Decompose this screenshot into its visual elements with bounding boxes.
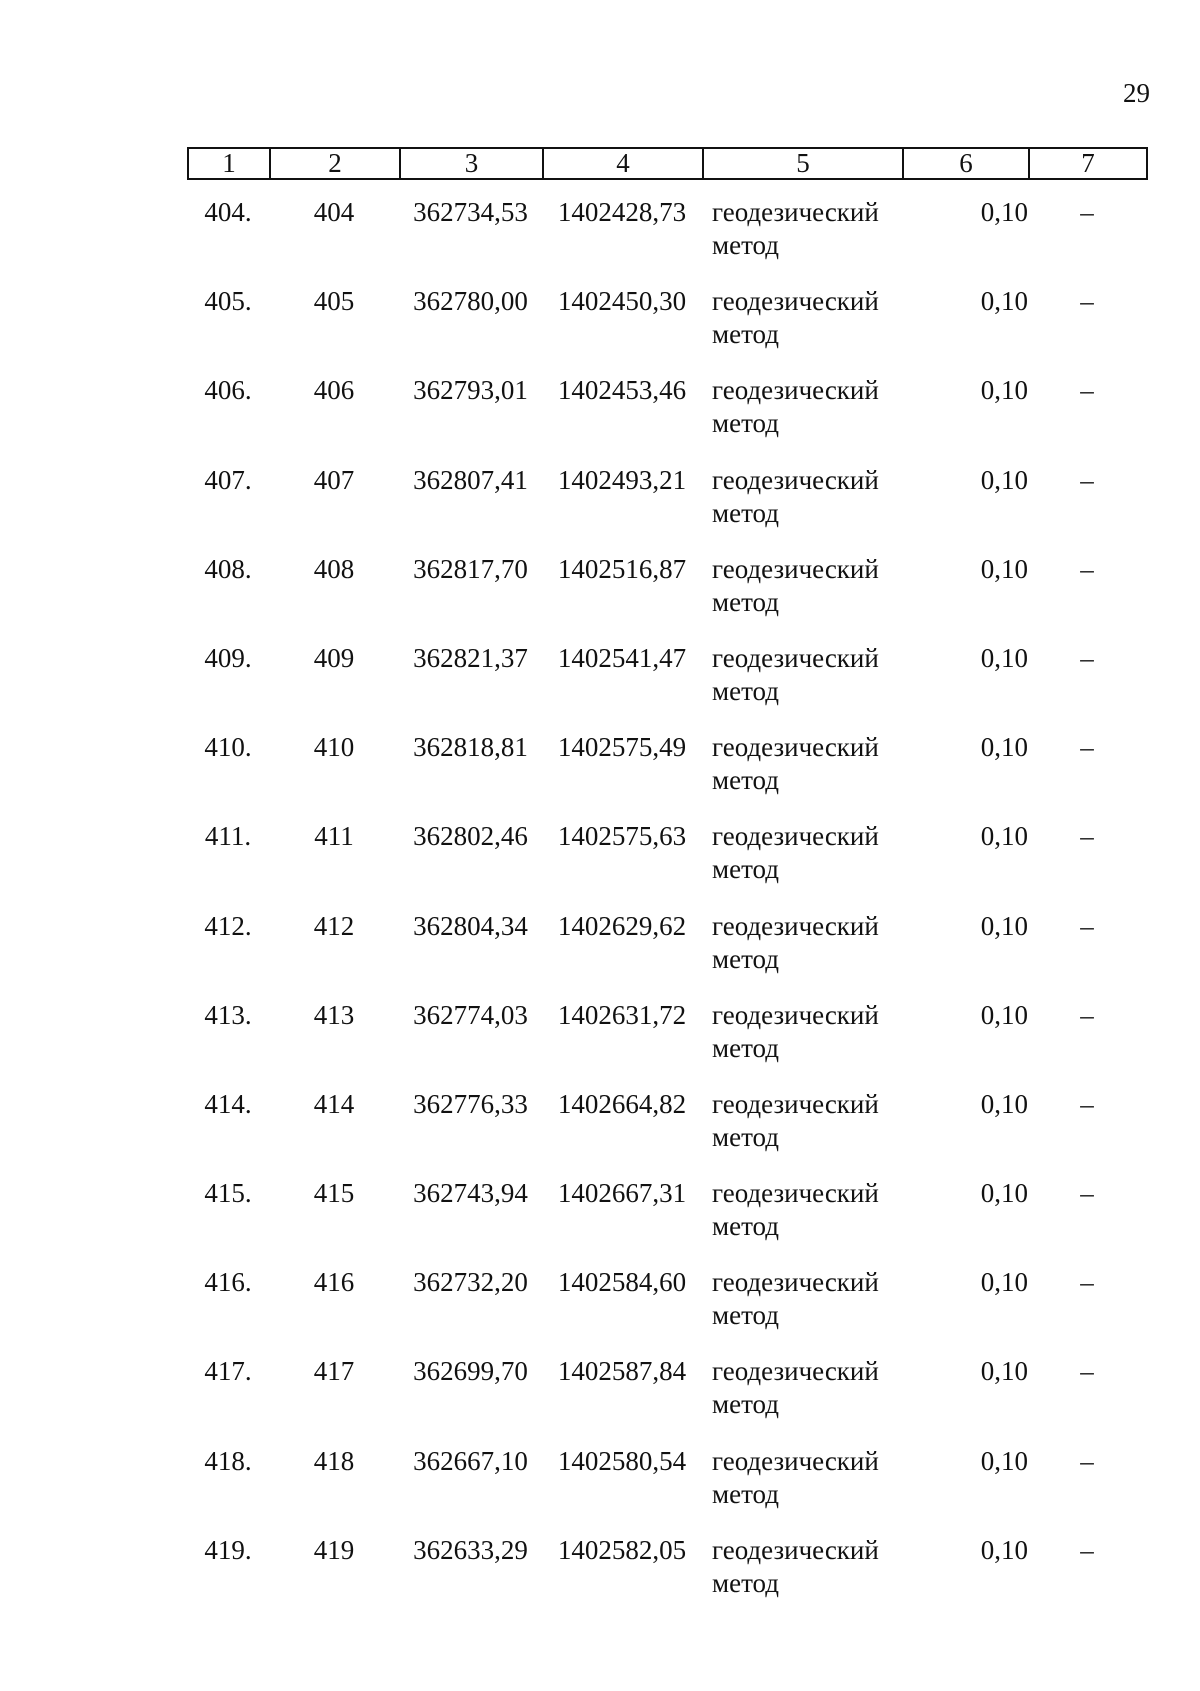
point-number: 413: [313, 999, 355, 1030]
coordinate-y: 1402450,30: [557, 286, 687, 317]
coordinate-x: 362732,20: [413, 1267, 528, 1298]
page-number: 29: [1123, 78, 1150, 108]
table-row: [187, 285, 1146, 374]
note-value: –: [1080, 910, 1094, 941]
method-cell: [712, 374, 912, 440]
row-number: 419.: [204, 1534, 252, 1565]
row-number: 404.: [204, 197, 252, 227]
method-line: метод: [712, 1478, 779, 1509]
method-line: метод: [712, 1211, 779, 1242]
accuracy-value: 0,10: [980, 1356, 1028, 1387]
accuracy-value: 0,10: [980, 553, 1028, 584]
column-header: 3: [400, 148, 543, 179]
accuracy-value: 0,10: [980, 1534, 1028, 1565]
method-cell: [712, 1177, 912, 1243]
row-number: 417.: [204, 1356, 252, 1387]
method-line: метод: [712, 1567, 779, 1598]
note-value: –: [1080, 375, 1094, 406]
coordinate-x: 362734,53: [413, 197, 528, 227]
coordinate-y: 1402587,84: [557, 1356, 687, 1387]
method-line: метод: [712, 1300, 779, 1331]
method-line: геодезический: [712, 1534, 879, 1565]
coordinate-x: 362818,81: [413, 732, 528, 763]
coordinate-y: 1402428,73: [557, 197, 687, 227]
column-header: 4: [543, 148, 703, 179]
method-cell: [712, 196, 912, 262]
method-line: метод: [712, 1121, 779, 1152]
coordinate-y: 1402516,87: [557, 553, 687, 584]
header-row: [188, 148, 1147, 179]
method-cell: [712, 464, 912, 530]
point-number: 414: [313, 1088, 355, 1119]
point-number: 408: [313, 553, 355, 584]
method-line: геодезический: [712, 821, 879, 852]
table-row: [187, 1445, 1146, 1534]
method-line: метод: [712, 408, 779, 439]
note-value: –: [1080, 1178, 1094, 1209]
accuracy-value: 0,10: [980, 464, 1028, 495]
note-value: –: [1080, 464, 1094, 495]
method-line: геодезический: [712, 1088, 879, 1119]
method-line: геодезический: [712, 553, 879, 584]
point-number: 417: [313, 1356, 355, 1387]
method-line: метод: [712, 319, 779, 350]
method-cell: [712, 999, 912, 1065]
column-number-header: [187, 147, 1148, 180]
row-number: 413.: [204, 999, 252, 1030]
method-cell: [712, 1088, 912, 1154]
accuracy-value: 0,10: [980, 197, 1028, 227]
note-value: –: [1080, 1534, 1094, 1565]
method-line: геодезический: [712, 1445, 879, 1476]
point-number: 419: [313, 1534, 355, 1565]
method-line: геодезический: [712, 732, 879, 763]
method-line: метод: [712, 1389, 779, 1420]
note-value: –: [1080, 1356, 1094, 1387]
row-number: 414.: [204, 1088, 252, 1119]
coordinate-y: 1402629,62: [557, 910, 687, 941]
row-number: 409.: [204, 642, 252, 673]
coordinate-y: 1402575,63: [557, 821, 687, 852]
table-row: [187, 1266, 1146, 1355]
coordinate-x: 362807,41: [413, 464, 528, 495]
table-row: [187, 820, 1146, 909]
method-line: геодезический: [712, 1356, 879, 1387]
table-row: [187, 1088, 1146, 1177]
table-row: [187, 464, 1146, 553]
method-line: геодезический: [712, 999, 879, 1030]
method-line: геодезический: [712, 286, 879, 317]
note-value: –: [1080, 642, 1094, 673]
method-line: метод: [712, 854, 779, 885]
note-value: –: [1080, 999, 1094, 1030]
point-number: 416: [313, 1267, 355, 1298]
coordinate-x: 362780,00: [413, 286, 528, 317]
method-cell: [712, 910, 912, 976]
coordinate-y: 1402580,54: [557, 1445, 687, 1476]
accuracy-value: 0,10: [980, 1088, 1028, 1119]
method-cell: [712, 1534, 912, 1600]
method-line: геодезический: [712, 464, 879, 495]
coordinate-x: 362817,70: [413, 553, 528, 584]
note-value: –: [1080, 821, 1094, 852]
point-number: 410: [313, 732, 355, 763]
method-cell: [712, 1355, 912, 1421]
method-line: метод: [712, 675, 779, 706]
table-row: [187, 1177, 1146, 1266]
table-row: [187, 553, 1146, 642]
row-number: 412.: [204, 910, 252, 941]
coordinate-y: 1402575,49: [557, 732, 687, 763]
row-number: 418.: [204, 1445, 252, 1476]
coordinate-x: 362802,46: [413, 821, 528, 852]
row-number: 408.: [204, 553, 252, 584]
row-number: 406.: [204, 375, 252, 406]
table-row: [187, 1534, 1146, 1623]
accuracy-value: 0,10: [980, 821, 1028, 852]
coordinate-x: 362667,10: [413, 1445, 528, 1476]
coordinate-y: 1402493,21: [557, 464, 687, 495]
row-number: 407.: [204, 464, 252, 495]
table-row: [187, 1355, 1146, 1444]
note-value: –: [1080, 286, 1094, 317]
point-number: 411: [314, 821, 354, 852]
coordinate-x: 362743,94: [413, 1178, 528, 1209]
accuracy-value: 0,10: [980, 375, 1028, 406]
column-header: 5: [703, 148, 903, 179]
column-header: 7: [1029, 148, 1147, 179]
accuracy-value: 0,10: [980, 732, 1028, 763]
accuracy-value: 0,10: [980, 642, 1028, 673]
point-number: 404: [313, 197, 355, 227]
table-body: [187, 196, 1146, 1623]
method-line: метод: [712, 765, 779, 796]
table-row: [187, 999, 1146, 1088]
method-cell: [712, 1445, 912, 1511]
point-number: 412: [313, 910, 355, 941]
note-value: –: [1080, 197, 1094, 227]
coordinate-y: 1402582,05: [557, 1534, 687, 1565]
method-line: геодезический: [712, 375, 879, 406]
column-header: 2: [270, 148, 400, 179]
point-number: 409: [313, 642, 355, 673]
method-cell: [712, 731, 912, 797]
accuracy-value: 0,10: [980, 999, 1028, 1030]
method-cell: [712, 820, 912, 886]
table-row: [187, 196, 1146, 285]
row-number: 415.: [204, 1178, 252, 1209]
method-cell: [712, 1266, 912, 1332]
accuracy-value: 0,10: [980, 1267, 1028, 1298]
note-value: –: [1080, 732, 1094, 763]
accuracy-value: 0,10: [980, 910, 1028, 941]
row-number: 416.: [204, 1267, 252, 1298]
method-cell: [712, 642, 912, 708]
method-line: метод: [712, 230, 779, 260]
coordinate-x: 362699,70: [413, 1356, 528, 1387]
note-value: –: [1080, 553, 1094, 584]
row-number: 411.: [204, 821, 252, 852]
note-value: –: [1080, 1445, 1094, 1476]
method-line: геодезический: [712, 1267, 879, 1298]
accuracy-value: 0,10: [980, 286, 1028, 317]
point-number: 407: [313, 464, 355, 495]
coordinate-y: 1402667,31: [557, 1178, 687, 1209]
coordinate-x: 362776,33: [413, 1088, 528, 1119]
point-number: 418: [313, 1445, 355, 1476]
coordinate-y: 1402584,60: [557, 1267, 687, 1298]
coordinate-y: 1402664,82: [557, 1088, 687, 1119]
method-line: метод: [712, 586, 779, 617]
method-line: метод: [712, 1032, 779, 1063]
method-line: геодезический: [712, 642, 879, 673]
table-row: [187, 374, 1146, 463]
row-number: 410.: [204, 732, 252, 763]
method-line: метод: [712, 943, 779, 974]
method-cell: [712, 285, 912, 351]
method-line: геодезический: [712, 197, 879, 227]
accuracy-value: 0,10: [980, 1445, 1028, 1476]
point-number: 415: [313, 1178, 355, 1209]
table-row: [187, 731, 1146, 820]
point-number: 405: [313, 286, 355, 317]
coordinate-y: 1402541,47: [557, 642, 687, 673]
coordinate-x: 362633,29: [413, 1534, 528, 1565]
method-cell: [712, 553, 912, 619]
table-row: [187, 642, 1146, 731]
coordinate-x: 362804,34: [413, 910, 528, 941]
coordinate-x: 362793,01: [413, 375, 528, 406]
coordinate-x: 362774,03: [413, 999, 528, 1030]
point-number: 406: [313, 375, 355, 406]
coordinate-x: 362821,37: [413, 642, 528, 673]
coordinate-y: 1402453,46: [557, 375, 687, 406]
column-header: 1: [188, 148, 270, 179]
column-header: 6: [903, 148, 1029, 179]
method-line: геодезический: [712, 1178, 879, 1209]
note-value: –: [1080, 1088, 1094, 1119]
method-line: метод: [712, 497, 779, 528]
table-row: [187, 910, 1146, 999]
accuracy-value: 0,10: [980, 1178, 1028, 1209]
row-number: 405.: [204, 286, 252, 317]
coordinate-y: 1402631,72: [557, 999, 687, 1030]
method-line: геодезический: [712, 910, 879, 941]
note-value: –: [1080, 1267, 1094, 1298]
